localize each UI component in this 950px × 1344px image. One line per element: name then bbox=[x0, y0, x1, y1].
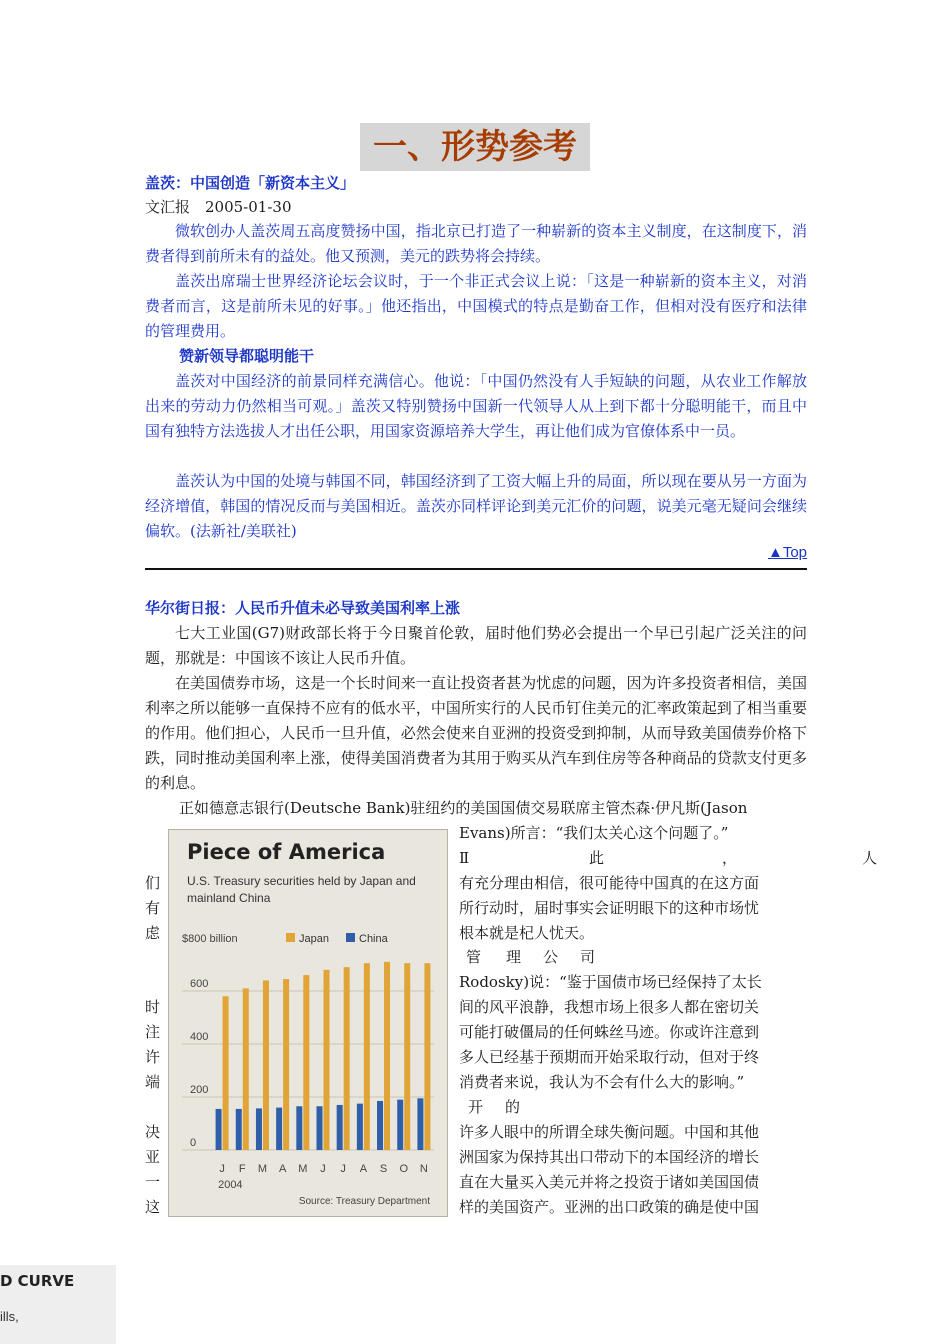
bar-china bbox=[397, 1100, 403, 1150]
bar-japan bbox=[384, 962, 390, 1150]
spread-char: 人 bbox=[862, 849, 878, 867]
article2-paragraph-line: 正如德意志银行(Deutsche Bank)驻纽约的美国国债交易联席主管杰森·伊凡斯(Jason bbox=[179, 799, 748, 817]
bar-japan bbox=[223, 996, 229, 1150]
left-char: 决 bbox=[145, 1123, 161, 1141]
x-tick-label: F bbox=[238, 1163, 246, 1175]
spread-char: 公 bbox=[543, 948, 559, 966]
bar-china bbox=[276, 1108, 282, 1150]
chart-title: Piece of America bbox=[187, 840, 386, 864]
bar-chart bbox=[168, 918, 448, 1218]
article1-subhead: 赞新领导都聪明能干 bbox=[179, 347, 315, 365]
x-tick-label: A bbox=[359, 1163, 368, 1175]
spread-char: 此 bbox=[589, 849, 605, 867]
wrap-line: 消费者来说，我认为不会有什么大的影响。” bbox=[459, 1073, 745, 1091]
y-axis-label: $800 billion bbox=[182, 933, 238, 945]
left-char: 端 bbox=[145, 1073, 161, 1091]
spread-char: 理 bbox=[506, 948, 522, 966]
legend-swatch bbox=[286, 933, 295, 942]
left-char: 虑 bbox=[145, 924, 161, 942]
x-tick-label: J bbox=[320, 1163, 326, 1175]
left-char: 注 bbox=[145, 1023, 161, 1041]
spread-char: 开 bbox=[468, 1098, 484, 1116]
left-char: 们 bbox=[145, 874, 161, 892]
bar-china bbox=[296, 1106, 302, 1150]
x-tick-label: M bbox=[257, 1163, 268, 1175]
wrap-line: 间的风平浪静，我想市场上很多人都在密切关 bbox=[459, 998, 760, 1016]
left-char: 这 bbox=[145, 1198, 161, 1216]
wrap-line: 可能打破僵局的任何蛛丝马迹。你或许注意到 bbox=[459, 1023, 760, 1041]
bar-japan bbox=[263, 980, 269, 1150]
chart-subtitle-line: mainland China bbox=[187, 891, 271, 905]
wrap-line: 根本就是杞人忧天。 bbox=[459, 924, 595, 942]
x-tick-label: N bbox=[419, 1163, 428, 1175]
left-char: 有 bbox=[145, 899, 161, 917]
bar-china bbox=[236, 1109, 242, 1150]
bar-china bbox=[317, 1106, 323, 1150]
article2-headline[interactable]: 华尔街日报：人民币升值未必导致美国利率上涨 bbox=[145, 599, 461, 617]
left-char: 时 bbox=[145, 998, 161, 1016]
x-tick-label: J bbox=[219, 1163, 225, 1175]
wrap-line: 样的美国资产。亚洲的出口政策的确是使中国 bbox=[459, 1198, 760, 1216]
x-tick-label: S bbox=[379, 1163, 388, 1175]
spread-char: 司 bbox=[580, 948, 596, 966]
bar-japan bbox=[404, 963, 410, 1150]
section-banner: 一、形势参考 bbox=[360, 123, 590, 171]
bar-japan bbox=[283, 979, 289, 1150]
article1-headline[interactable]: 盖茨：中国创造「新资本主义」 bbox=[145, 174, 356, 192]
wrap-line: 许多人眼中的所谓全球失衡问题。中国和其他 bbox=[459, 1123, 760, 1141]
chart-source: Source: Treasury Department bbox=[298, 1196, 430, 1207]
bar-china bbox=[216, 1109, 222, 1150]
left-char: 亚 bbox=[145, 1148, 161, 1166]
spread-char: 管 bbox=[466, 948, 482, 966]
spread-char: 的 bbox=[505, 1098, 521, 1116]
spread-char: Ⅱ bbox=[459, 849, 470, 867]
y-tick-label: 200 bbox=[190, 1084, 209, 1096]
left-char: 一 bbox=[145, 1173, 161, 1191]
x-tick-label: M bbox=[298, 1163, 308, 1175]
wrap-line: 有充分理由相信，很可能待中国真的在这方面 bbox=[459, 874, 760, 892]
article1-paragraph: 盖茨认为中国的处境与韩国不同，韩国经济到了工资大幅上升的局面，所以现在要从另一方面为经济增值，韩国的情况反而与美国相近。盖茨亦同样评论到美元汇价的问题，说美元毫无疑问会继续偏软。(法新社/美联社) bbox=[145, 472, 807, 540]
fragment-title: D CURVE bbox=[0, 1272, 75, 1290]
wrap-line: Rodosky)说：“鉴于国债市场已经保持了太长 bbox=[459, 973, 762, 991]
legend-label: China bbox=[359, 933, 388, 945]
chart-subtitle-line: U.S. Treasury securities held by Japan and bbox=[187, 874, 416, 888]
bar-japan bbox=[303, 975, 309, 1150]
spread-char: ， bbox=[722, 849, 738, 867]
x-year-label: 2004 bbox=[218, 1179, 243, 1191]
back-to-top-link[interactable]: ▲Top bbox=[767, 544, 807, 561]
article2-paragraph: 七大工业国(G7)财政部长将于今日聚首伦敦，届时他们势必会提出一个早已引起广泛关注的问题，那就是：中国该不该让人民币升值。 bbox=[145, 624, 807, 667]
bar-china bbox=[357, 1104, 363, 1150]
y-tick-label: 600 bbox=[190, 978, 209, 990]
legend-label: Japan bbox=[299, 933, 329, 945]
y-tick-label: 0 bbox=[190, 1137, 197, 1149]
bar-japan bbox=[243, 988, 249, 1150]
section-divider bbox=[145, 568, 807, 570]
left-char: 许 bbox=[145, 1048, 161, 1066]
article1-paragraph: 盖茨出席瑞士世界经济论坛会议时，于一个非正式会议上说：「这是一种崭新的资本主义，对消费者而言，这是前所未见的好事。」他还指出，中国模式的特点是勤奋工作，但相对没有医疗和法律的管理费用。 bbox=[145, 272, 807, 340]
legend-swatch bbox=[346, 933, 355, 942]
fragment-text: ills, bbox=[0, 1309, 19, 1324]
bar-japan bbox=[364, 963, 370, 1150]
x-tick-label: A bbox=[278, 1163, 287, 1175]
bar-china bbox=[377, 1101, 383, 1150]
bar-japan bbox=[344, 967, 350, 1150]
article1-paragraph: 盖茨对中国经济的前景同样充满信心。他说：「中国仍然没有人手短缺的问题，从农业工作解放出来的劳动力仍然相当可观。」盖茨又特别赞扬中国新一代领导人从上到下都十分聪明能干，而且中国有独特方法选拔人才出任公职，用国家资源培养大学生，再让他们成为官僚体系中一员。 bbox=[145, 372, 807, 440]
article1-paragraph: 微软创办人盖茨周五高度赞扬中国，指北京已打造了一种崭新的资本主义制度，在这制度下，消费者得到前所未有的益处。他又预测，美元的跌势将会持续。 bbox=[145, 222, 807, 265]
x-tick-label: J bbox=[340, 1163, 346, 1175]
bar-china bbox=[256, 1108, 262, 1150]
bar-japan bbox=[424, 963, 430, 1150]
x-tick-label: O bbox=[399, 1163, 409, 1175]
wrap-line: 直在大量买入美元并将之投资于诸如美国国债 bbox=[459, 1173, 760, 1191]
y-tick-label: 400 bbox=[190, 1031, 209, 1043]
chart-subtitle bbox=[187, 873, 416, 907]
bar-japan bbox=[324, 970, 330, 1150]
wrap-line: 洲国家为保持其出口带动下的本国经济的增长 bbox=[459, 1148, 760, 1166]
wrap-line: 多人已经基于预期而开始采取行动，但对于终 bbox=[459, 1048, 760, 1066]
bar-china bbox=[417, 1098, 423, 1150]
wrap-line: Evans)所言：“我们太关心这个问题了。” bbox=[459, 824, 729, 842]
article1-source: 文汇报 2005-01-30 bbox=[145, 198, 292, 216]
wrap-line: 所行动时，届时事实会证明眼下的这种市场忧 bbox=[459, 899, 760, 917]
article2-paragraph: 在美国债券市场，这是一个长时间来一直让投资者甚为忧虑的问题，因为许多投资者相信，美国利率之所以能够一直保持不应有的低水平，中国所实行的人民币钉住美元的汇率政策起到了相当重要的作用。他们担心，人民币一旦升值，必然会使来自亚洲的投资受到抑制，从而导致美国债券价格下跌，同时推动美国利率上涨，使得美国消费者为其用于购买从汽车到住房等各种商品的贷款支付更多的利息。 bbox=[145, 674, 807, 792]
bar-china bbox=[337, 1105, 343, 1150]
